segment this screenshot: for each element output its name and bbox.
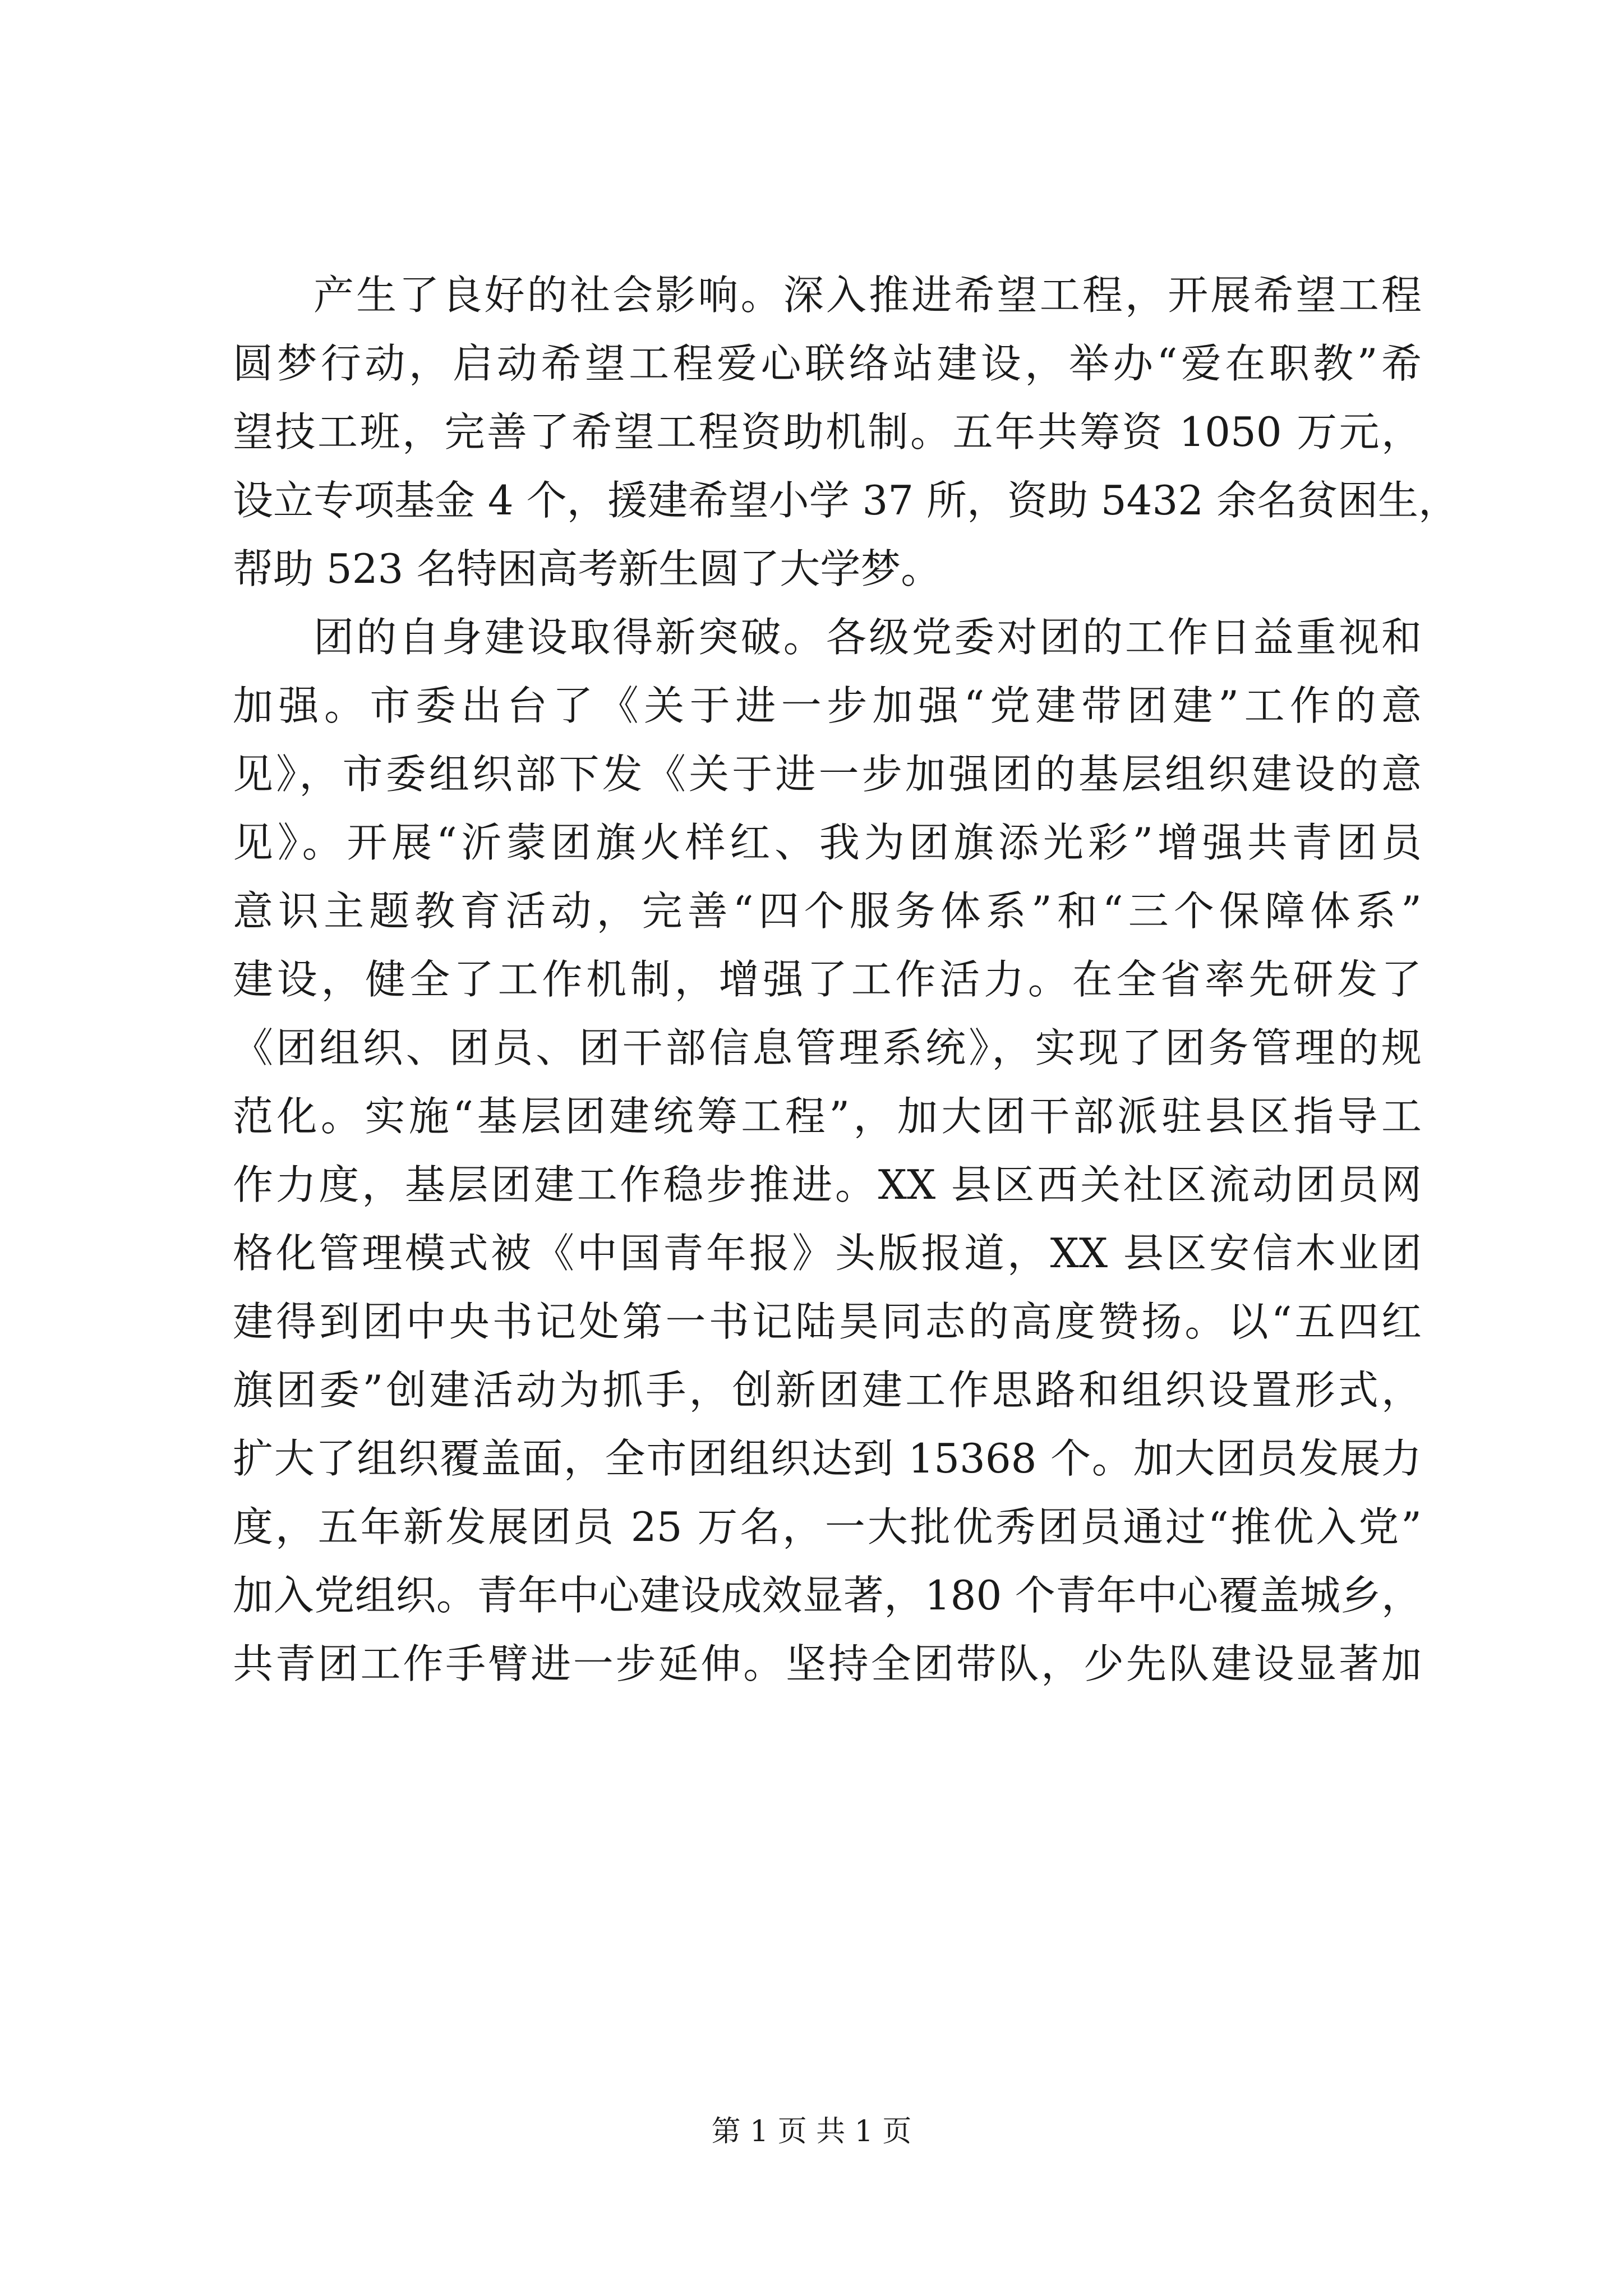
text-line: 设立专项基金 4 个，援建希望小学 37 所，资助 5432 余名贫困生， xyxy=(233,477,1459,524)
page-footer: 第 1 页 共 1 页 xyxy=(711,2115,912,2148)
text-line: 扩大了组织覆盖面，全市团组织达到 15368 个。加大团员发展力 xyxy=(233,1435,1422,1482)
paragraph-1 xyxy=(233,261,1459,603)
text-line: 加强。市委出台了《关于进一步加强“党建带团建”工作的意 xyxy=(233,682,1422,729)
text-line: 加入党组织。青年中心建设成效显著，180 个青年中心覆盖城乡， xyxy=(233,1572,1422,1619)
document-body xyxy=(233,261,1459,1698)
text-line: 范化。实施“基层团建统筹工程”，加大团干部派驻县区指导工 xyxy=(233,1093,1422,1140)
text-line: 望技工班，完善了希望工程资助机制。五年共筹资 1050 万元， xyxy=(233,408,1422,455)
text-line: 建设，健全了工作机制，增强了工作活力。在全省率先研发了 xyxy=(233,956,1422,1003)
text-line: 帮助 523 名特困高考新生圆了大学梦。 xyxy=(233,545,942,592)
paragraph-2 xyxy=(233,603,1422,1698)
text-line: 见》。开展“沂蒙团旗火样红、我为团旗添光彩”增强共青团员 xyxy=(233,819,1422,866)
text-line: 作力度，基层团建工作稳步推进。XX 县区西关社区流动团员网 xyxy=(233,1161,1422,1208)
text-line: 意识主题教育活动，完善“四个服务体系”和“三个保障体系” xyxy=(233,887,1422,935)
text-line: 建得到团中央书记处第一书记陆昊同志的高度赞扬。以“五四红 xyxy=(233,1298,1422,1345)
text-line: 《团组织、团员、团干部信息管理系统》，实现了团务管理的规 xyxy=(233,1024,1422,1071)
text-line: 共青团工作手臂进一步延伸。坚持全团带队，少先队建设显著加 xyxy=(233,1640,1422,1687)
text-line: 团的自身建设取得新突破。各级党委对团的工作日益重视和 xyxy=(313,614,1422,661)
text-line: 度，五年新发展团员 25 万名，一大批优秀团员通过“推优入党” xyxy=(233,1503,1422,1550)
text-line: 旗团委”创建活动为抓手，创新团建工作思路和组织设置形式， xyxy=(233,1366,1422,1414)
text-line: 产生了良好的社会影响。深入推进希望工程，开展希望工程 xyxy=(313,272,1422,319)
text-line: 格化管理模式被《中国青年报》头版报道，XX 县区安信木业团 xyxy=(233,1230,1422,1277)
text-line: 圆梦行动，启动希望工程爱心联络站建设，举办“爱在职教”希 xyxy=(233,340,1422,387)
text-line: 见》，市委组织部下发《关于进一步加强团的基层组织建设的意 xyxy=(233,751,1422,798)
